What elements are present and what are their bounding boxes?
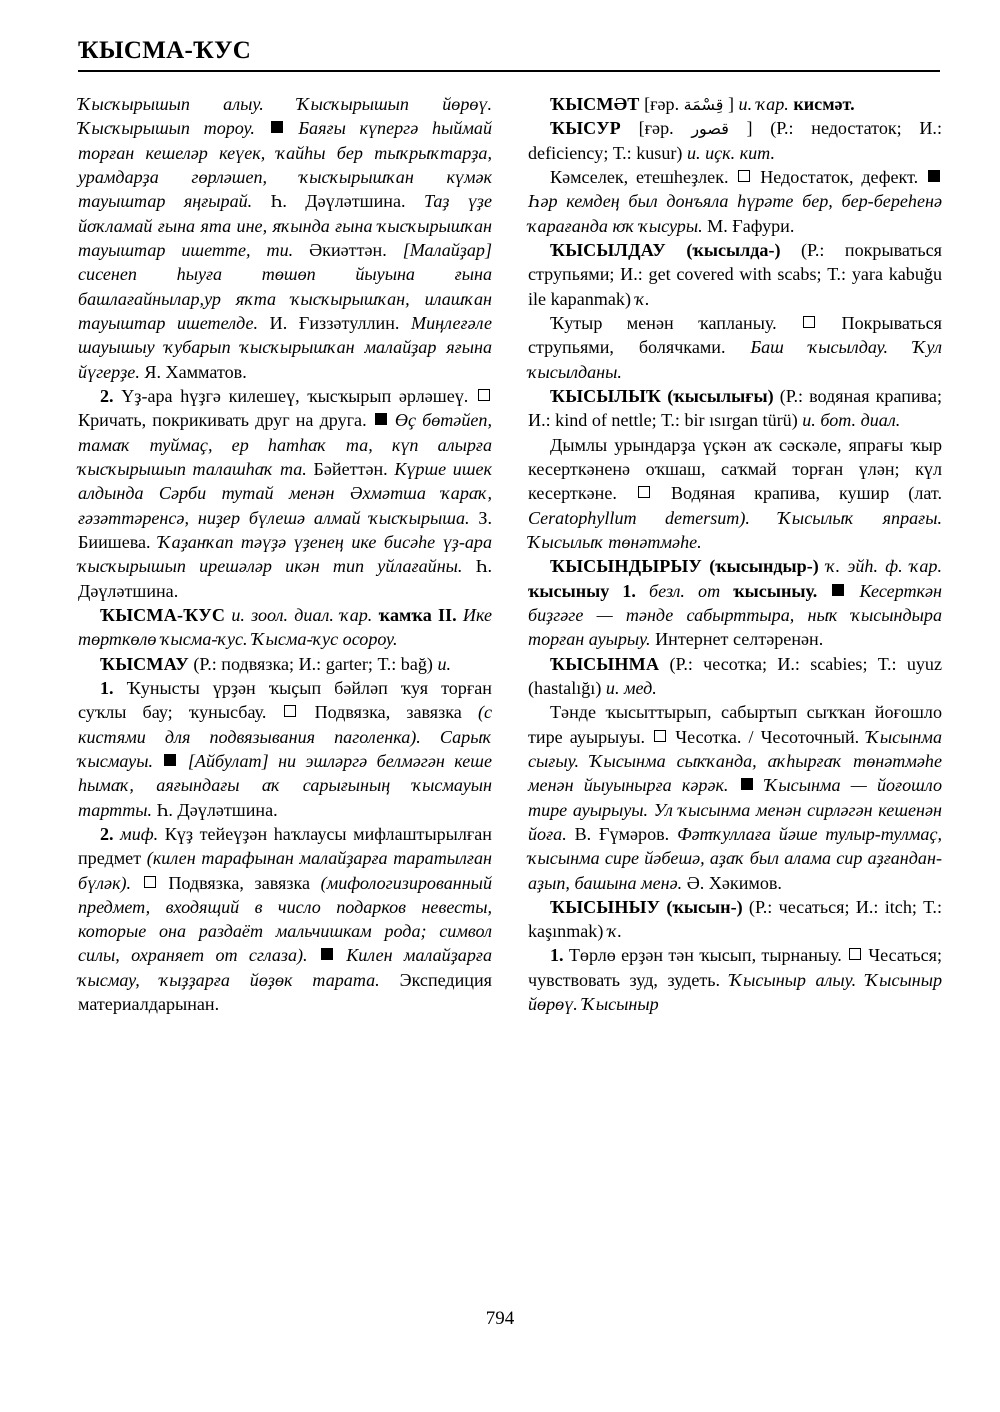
entry-block (528, 165, 942, 238)
roman-text: З. Биишева. (78, 507, 492, 552)
filled-square-marker-icon (832, 584, 844, 596)
entry-block (528, 700, 942, 895)
roman-text: Подвязка, завязка (168, 872, 311, 893)
bold-text: ҡамҡа II. (378, 604, 457, 625)
roman-text: Водяная крапива, кушир (лат. (670, 483, 942, 504)
roman-text: (Р.: чесотка; И.: scabies; Т.: uyuz (hastalığı) (528, 653, 942, 698)
italic-text: и. бот. диал. (802, 410, 901, 431)
entry-block (528, 384, 942, 433)
italic-text: Ҡысылыҡ япрағы. Ҡысылыҡ төнәтмәһе. (528, 507, 942, 552)
roman-text: (Р.: подвязка; И.: garter; Т.: bağ) (193, 653, 433, 674)
bold-text: (ҡысылда-) (686, 239, 781, 260)
roman-text: Ҡунысты үрҙән ҡыҫып бәйләп ҡуя торған суҡлы бау; ҡунысбау. (78, 677, 492, 723)
roman-text: Кәмселек, етешһеҙлек. (550, 166, 729, 187)
entry-block (528, 895, 942, 944)
headword: ҠЫСЫНДЫРЫУ (550, 556, 702, 577)
open-square-marker-icon (144, 876, 156, 888)
bold-text: (ҡысын-) (666, 896, 743, 917)
entry-block (78, 92, 492, 384)
italic-text: [Малайҙар] сисенеп һыуға төшөп йыуына ғына башлағайнылар,ур яҡта ҡысҡырышҡан, илашҡан тауыштар ишетелде. (78, 239, 492, 333)
roman-text: М. Ғафури. (707, 215, 795, 236)
filled-square-marker-icon (741, 778, 753, 790)
italic-text: и. мед. (605, 677, 657, 698)
roman-text: Һ. Дәүләтшина. (270, 191, 406, 212)
italic-text: и. ҡар. (738, 94, 789, 114)
roman-text: Кричать, покрикивать друг на друга. (78, 410, 367, 431)
running-head: ҠЫСМА-ҠУС (78, 37, 252, 64)
roman-text: Подвязка, завязка (314, 702, 462, 723)
entry-block (528, 554, 942, 651)
roman-text: (Р.: чесаться; И.: itch; Т.: kaşınmak) (528, 896, 942, 942)
open-square-marker-icon (478, 389, 490, 401)
roman-text: (Р.: покрываться струпьями; И.: get covered with scabs; Т.: yara kabuğu ile kapanmak) (528, 239, 942, 309)
italic-text: безл. от (649, 580, 721, 601)
entry-block (78, 822, 492, 1017)
roman-text: Төрлө ерҙән тән ҡысып, тырнаныу. (568, 945, 842, 966)
text-columns (78, 92, 942, 1016)
headword: ҠЫСМӘТ (550, 94, 640, 114)
roman-text: Күҙ тейеүҙән һаҡлаусы мифлаштырылған предмет (78, 823, 492, 869)
roman-text: Тәнде ҡысыттырып, сабыртып сыҡҡан йоғошло тире ауырыуы. (528, 702, 942, 747)
bold-text: (ҡысылығы) (667, 385, 774, 406)
italic-text: Ҡаҙанҡап тәүҙә үҙенең ике бисәһе үҙ-ара ҡысҡырышып ирешәләр икән тип уйлағайны. (78, 531, 492, 577)
filled-square-marker-icon (271, 121, 283, 133)
roman-text: Бәйеттән. (313, 458, 388, 479)
bold-text: ҡысыныу 1. (528, 580, 636, 601)
italic-text: Кесерткән биҙгәге — тәнде сабырттыра, ныҡ ҡысындыра торған ауырыу. (528, 580, 942, 650)
entry-block (528, 116, 942, 165)
roman-text: ] (Р.: недостаток; И.: deficiency; Т.: kusur) (528, 118, 942, 163)
italic-text: (с кистями для подвязывания паголенка). Сарыҡ ҡысмауы. (78, 702, 492, 771)
entry-block (78, 676, 492, 822)
page-number: 794 (485, 1308, 515, 1329)
filled-square-marker-icon (375, 413, 387, 425)
bold-text: 1. (100, 677, 114, 698)
roman-text: Әкиәттән. (309, 239, 387, 260)
italic-text: (килен тарафынан малайҙарға таратылған бүләк). (78, 848, 492, 893)
open-square-marker-icon (284, 705, 296, 717)
headword: ҠЫСЫНЫУ (550, 896, 661, 917)
italic-text: Килен малайҙарға ҡысмау, ҡыҙҙарға йөҙөк тарата. (78, 945, 492, 990)
roman-text: Һ. Дәүләтшина. (78, 556, 492, 601)
italic-text: Һәр кемдең был донъяла һүрәте бер, бер-береһенә ҡарағанда юҡ ҡысуры. (528, 191, 942, 236)
headword: ҠЫСМА-ҠУС (100, 604, 226, 625)
headword: ҠЫСЫЛДАУ (550, 239, 666, 260)
filled-square-marker-icon (321, 948, 333, 960)
bold-text: 2. (100, 823, 114, 844)
italic-text: Ceratophyllum demersum). (528, 507, 750, 528)
italic-text: Баяғы күпергә һыймай торған кешеләр кеүек, ҡайһы бер тыҡрыҡтарҙа, урамдарҙа гөрләшеп, ҡысҡырышҡан күмәк тауыштар яңғырай. (78, 118, 492, 212)
column-left (78, 92, 492, 1016)
italic-text: и. зоол. диал. ҡар. (231, 604, 373, 625)
roman-text: Покрываться струпьями, болячками. (528, 312, 942, 358)
roman-text: Ҡутыр менән ҡапланыу. (550, 312, 777, 333)
open-square-marker-icon (738, 170, 750, 182)
bold-text: 2. (100, 385, 114, 406)
roman-text: Я. Хамматов. (144, 361, 247, 382)
roman-text: Чесотка. / Чесоточный. (675, 726, 860, 747)
open-square-marker-icon (654, 730, 666, 742)
italic-text: ҡ. эйһ. ф. ҡар. (826, 556, 943, 577)
roman-text: В. Ғүмәров. (574, 823, 670, 844)
bold-text: 1. (550, 945, 564, 966)
italic-text: Ҡысҡырышып алыу. Ҡысҡырышып йөрөү. Ҡысҡырышып тороу. (78, 94, 492, 139)
headword: ҠЫСЫНМА (550, 653, 660, 674)
italic-text: Ике төрткөлө ҡысма-ҡус. Ҡысма-ҡус осороу. (78, 604, 492, 650)
filled-square-marker-icon (164, 754, 176, 766)
italic-text: ҡ. (607, 921, 622, 942)
entry-block (528, 433, 942, 555)
bold-text: кисмәт. (793, 94, 855, 114)
column-right (528, 92, 942, 1016)
italic-text: Ҡысынма сығыу. Ҡысынма сыҡҡанда, аҡһырғаҡ төнәтмәһе менән йыуынырға кәрәк. (528, 726, 942, 796)
italic-text: (мифологизированный предмет, входящий в число подарков невесты, которые она раздаёт мальчишкам рода; символ силы, охраняет от сглаза). (78, 872, 492, 966)
header-rule (78, 70, 940, 72)
roman-text: Һ. Дәүләтшина. (156, 799, 278, 820)
italic-text: Өҫ бөтәйеп, тамаҡ туймаҫ, ер һатһаҡ та, күп алырға ҡысҡырышып талашһаҡ та. (78, 410, 492, 479)
italic-text: Миңлеғәле шауышыу ҡубарып ҡысҡырышҡан малайҙар яғына йүгерҙе. (78, 312, 492, 382)
open-square-marker-icon (803, 316, 815, 328)
roman-text: Үҙ-ара һүҙгә килешеү, ҡысҡырып әрләшеү. (121, 385, 469, 406)
roman-text: Экспедиция материалдарынан. (78, 969, 492, 1015)
entry-block (528, 311, 942, 384)
arabic-etymology: قصور (691, 119, 729, 139)
headword: ҠЫСМАУ (100, 653, 189, 674)
entry-block (78, 384, 492, 603)
entry-block (528, 92, 942, 116)
italic-text: миф. (120, 823, 159, 844)
headword: ҠЫСУР (550, 118, 621, 139)
roman-text: Недостаток, дефект. (760, 166, 919, 187)
roman-text: Чесаться; чувствовать зуд, зудеть. (528, 945, 943, 990)
roman-text: ] (727, 94, 734, 114)
italic-text: и. (437, 653, 452, 674)
italic-text: Ҡысыныр алыу. Ҡысыныр йөрөү. Ҡысыныр (528, 969, 942, 1015)
italic-text: Таҙ үҙе йоҡламай ғына ята ине, яҡында ғына ҡысҡырышҡан тауыштар ишетте, ти. (78, 191, 492, 260)
italic-text: Ҡысынма — йоғошло тире ауырыуы. Ул ҡысынма менән сирләгән кешенән йоға. (528, 775, 942, 844)
italic-text: ҡ. (635, 288, 650, 309)
running-head-area (78, 38, 940, 72)
entry-block (78, 603, 492, 652)
roman-text: [ғәр. (638, 118, 674, 139)
open-square-marker-icon (849, 948, 861, 960)
roman-text: Дымлы урындарҙа үҫкән аҡ сәскәле, япрағы ҡыр кесерткәненә оҡшаш, саҡмай торған үлән; күл кесерткәне. (528, 434, 942, 504)
roman-text: Ә. Хәкимов. (686, 872, 782, 893)
roman-text: [ғәр. (644, 94, 680, 114)
arabic-etymology: قِسْمَة (683, 95, 724, 114)
italic-text: Баш ҡысылдау. Ҡул ҡысылданы. (528, 337, 942, 382)
bold-text: ҡысыныу. (733, 580, 818, 601)
roman-text: (Р.: водяная крапива; И.: kind of nettle; Т.: bir ısırgan türü) (528, 385, 942, 431)
roman-text: Интернет селтәренән. (655, 629, 824, 650)
italic-text: Фәтҡуллаға йәше тулыр-тулмаҫ, ҡысынма сире йәбешә, аҙаҡ был алама сир аҙғандан-аҙып, башына менә. (528, 823, 943, 893)
entry-block (528, 238, 942, 311)
bold-text: (ҡысындыр-) (709, 556, 819, 577)
italic-text: и. иҫк. кит. (686, 142, 775, 163)
entry-block (78, 652, 492, 676)
filled-square-marker-icon (928, 170, 940, 182)
entry-block (528, 652, 942, 701)
headword: ҠЫСЫЛЫҠ (550, 385, 662, 406)
italic-text: Күрше ишек алдында Сәрби тутай менән Әхмәтша ҡараҡ, ғәзәттәренсә, ниҙер бүлешә алмай ҡысҡырыша. (78, 458, 492, 528)
roman-text: И. Ғиззәтуллин. (269, 312, 400, 333)
italic-text: [Айбулат] ни эшләргә белмәгән кеше һымаҡ, аяғындағы аҡ сарығының ҡысмауын тартты. (78, 750, 492, 820)
entry-block (528, 943, 942, 1016)
open-square-marker-icon (638, 486, 650, 498)
